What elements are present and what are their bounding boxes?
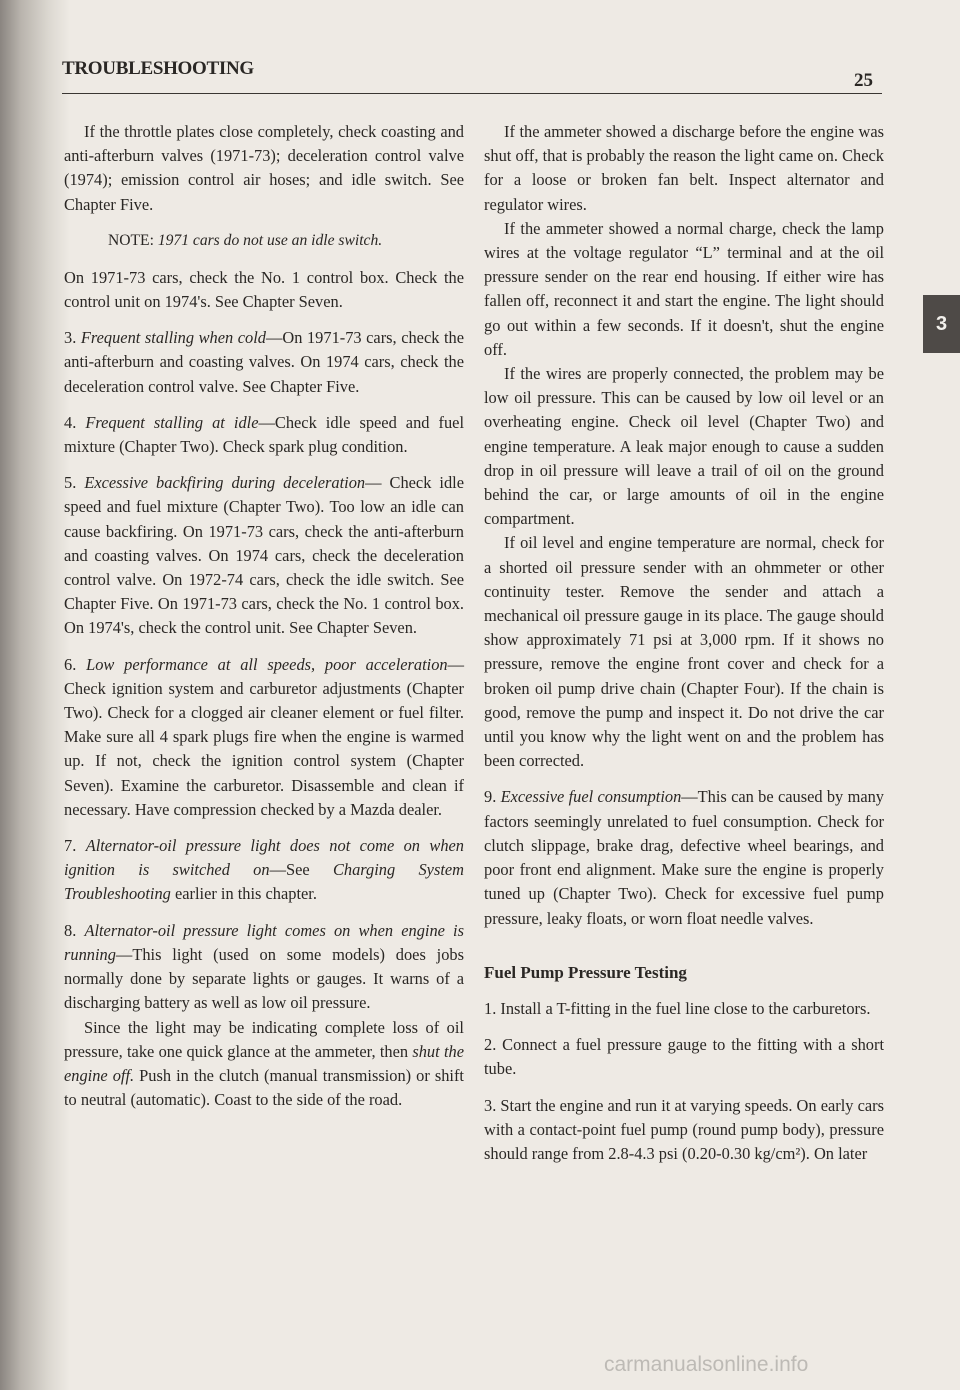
text-run: Push in the clutch (manual transmission) or shift to neutral (automatic). Coast to the side of the road. [64,1065,464,1110]
left-column [64,120,464,1112]
cross-reference: Charging System Troubleshooting [64,860,464,904]
list-item [64,834,464,907]
item-number: 5. [64,473,77,493]
note [64,229,464,252]
item-title: Low performance at all speeds, poor acceleration [86,654,448,674]
running-header-title: TROUBLESHOOTING [62,58,254,79]
paragraph: If the ammeter showed a normal charge, check the lamp wires at the voltage regulator “L” terminal and at the oil pressure sender on the rear end housing. If either wire has fallen off, reconnect it and start the engine. The light should go out within a few seconds. If it doesn't, shut the engine off. [484,218,884,359]
item-text: —See [269,860,333,880]
page-number: 25 [854,70,873,91]
list-item [484,785,884,930]
step-item: 2. Connect a fuel pressure gauge to the fitting with a short tube. [484,1035,884,1079]
paragraph: On 1971-73 cars, check the No. 1 control box. Check the control unit on 1974's. See Chapter Seven. [64,267,464,312]
item-text: —On 1971-73 cars, check the anti-afterburn and coasting valves. On 1974 cars, check the deceleration control valve. See Chapter Five. [64,328,464,396]
item-text: earlier in this chapter. [170,884,317,904]
note-label: NOTE: [108,231,154,249]
step-item: 1. Install a T-fitting in the fuel line close to the carburetors. [484,998,871,1018]
section-heading: Fuel Pump Pressure Testing [484,962,687,982]
list-item [64,919,464,1016]
item-number: 4. [64,412,77,432]
item-number: 6. [64,654,77,674]
item-title: Alternator-oil pressure light does not come on when ignition is switched on [64,836,464,880]
item-number: 3. [64,328,77,348]
text-run: Since the light may be indicating complete loss of oil pressure, take one quick glance at the ammeter, then [64,1017,464,1061]
item-number: 8. [64,920,77,940]
right-column [484,120,884,1178]
item-text: —Check idle speed and fuel mixture (Chapter Two). Check spark plug condition. [64,412,465,457]
step-item: 3. Start the engine and run it at varying speeds. On early cars with a contact-point fuel pump (round pump body), pressure should range from 2.8-4.3 psi (0.20-0.30 kg/cm²). On later [484,1095,884,1163]
item-text: — Check idle speed and fuel mixture (Chapter Two). Too low an idle can cause backfiring. On 1971-73 cars, check the anti-afterburn and coasting valves. On 1974 cars, check the deceleration control valve. On 1972-74 cars, check the idle switch. See Chapter Five. On 1971-73 cars, check the No. 1 control box. On 1974's, check the control unit. See Chapter Seven. [64,473,464,638]
item-title: Frequent stalling at idle [85,412,259,432]
paragraph: If the ammeter showed a discharge before the engine was shut off, that is probably the reason the light came on. Check for a loose or broken fan belt. Inspect alternator and regulator wires. [484,122,884,214]
item-text: —This light (used on some models) does jobs normally done by separate lights or gauges. It warns of a discharging battery as well as low oil pressure. [64,944,464,1013]
list-item [64,411,464,459]
list-item [64,326,464,399]
item-title: Alternator-oil pressure light comes on when engine is running [64,920,464,964]
note-text: 1971 cars do not use an idle switch. [157,231,383,249]
item-number: 9. [484,787,497,807]
paragraph [64,1016,464,1113]
list-item [64,653,464,822]
item-number: 7. [64,836,77,856]
paragraph: If the throttle plates close completely, check coasting and anti-afterburn valves (1971-73); deceleration control valve (1974); emission control air hoses; and idle switch. See Chapter Five. [64,122,464,214]
paragraph: If the wires are properly connected, the problem may be low oil pressure. This can be caused by low oil level or an overheating engine. Check oil level (Chapter Two) and engine temperature. A leak major enough to cause a sudden drop in oil pressure will leave a trail of oil on the ground behind the car, or large amounts of oil in the engine compartment. [484,364,884,529]
item-text: —Check ignition system and carburetor adjustments (Chapter Two). Check for a clogged air cleaner element or fuel filter. Make sure all 4 spark plugs fire when the engine is warmed up. If not, check the ignition control system (Chapter Seven). Examine the carburetor. Disassemble and clean if necessary. Have compression checked by a Mazda dealer. [64,654,464,819]
header-rule [62,93,882,94]
watermark: carmanualsonline.info [604,1353,809,1376]
chapter-tab: 3 [923,295,960,353]
item-title: Frequent stalling when cold [80,328,266,348]
book-spine-shadow [0,0,70,1390]
list-item [64,471,464,640]
item-text: —This can be caused by many factors seemingly unrelated to fuel consumption. Check for clutch slippage, brake drag, defective wheel bearings, and poor front end alignment. Make sure the engine is properly tuned up (Chapter Two). Check for excessive fuel pump pressure, leaky floats, or worn float needle valves. [484,787,884,928]
paragraph: If oil level and engine temperature are normal, check for a shorted oil pressure sender with an ohmmeter or other continuity tester. Remove the sender and attach a mechanical oil pressure gauge in its place. The gauge should show approximately 71 psi at 3,000 rpm. If it shows no pressure, remove the engine front cover and check for a broken oil pump drive chain (Chapter Four). If the chain is good, remove the pump and inspect it. Do not drive the car until you know why the light went on and the problem has been corrected. [484,533,884,771]
emphasis: shut the engine off. [64,1041,464,1085]
item-title: Excessive backfiring during deceleration [84,473,366,493]
item-title: Excessive fuel consumption [500,787,682,807]
